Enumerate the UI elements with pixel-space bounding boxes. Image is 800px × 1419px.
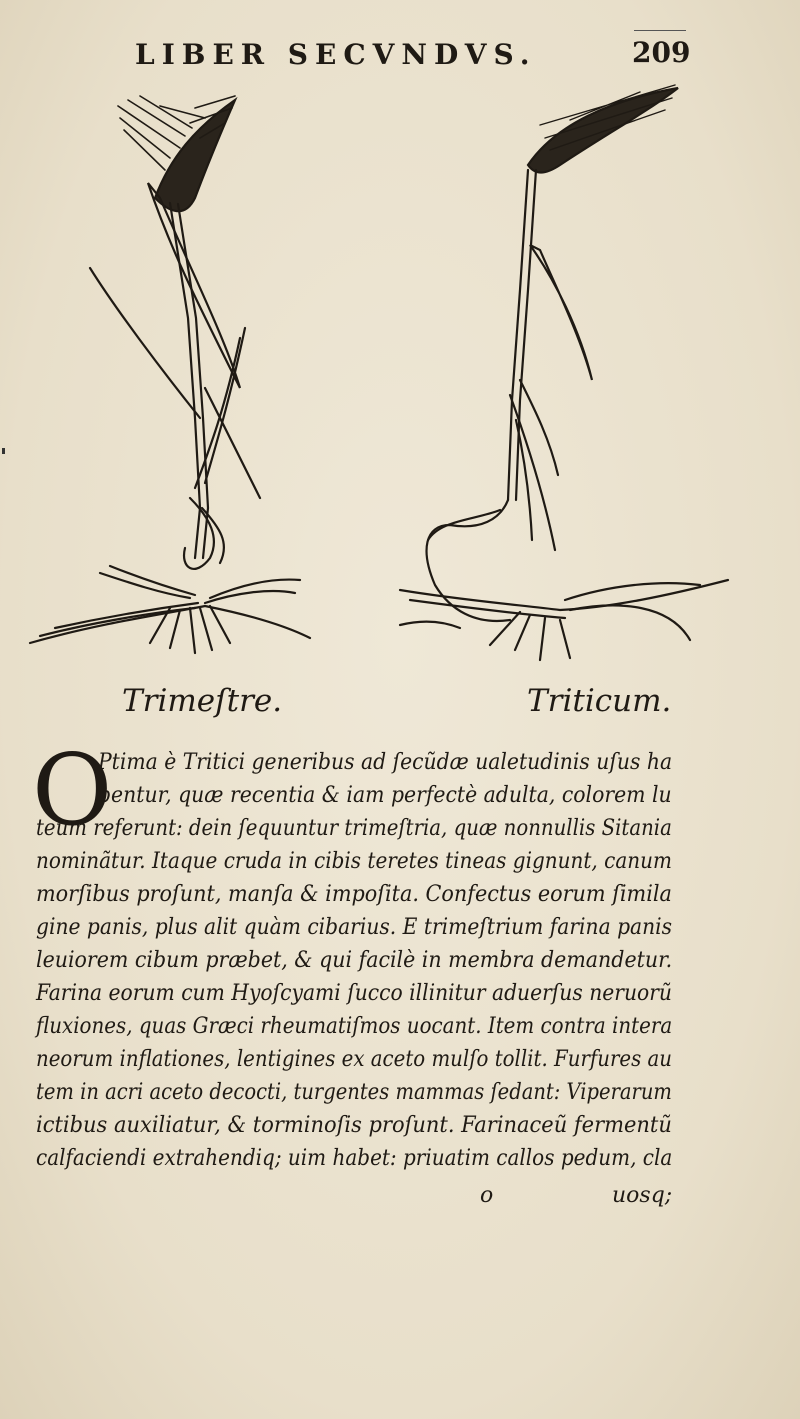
body-line: tem in acri aceto decocti, turgentes mammas ſedant: Viperarum bbox=[36, 1080, 672, 1105]
body-line: teum referunt: dein ſequuntur trimeſtria, quæ nonnullis Sitania bbox=[36, 816, 672, 841]
page-number: 209 bbox=[632, 36, 691, 69]
body-line: morſibus proſunt, manſa & impoſita. Confectus eorum ſimila bbox=[36, 882, 672, 907]
body-line: bentur, quæ recentia & iam perfectè adulta, colorem lu bbox=[98, 783, 672, 808]
body-line: nominãtur. Itaque cruda in cibis teretes tineas gignunt, canum bbox=[36, 849, 672, 874]
signature-mark: o bbox=[480, 1183, 494, 1208]
trimestre-woodcut-illustration bbox=[20, 88, 320, 668]
body-line: calfaciendi extrahendiq; uim habet: priuatim callos pedum, cla bbox=[36, 1146, 673, 1171]
caption-triticum: Triticum. bbox=[527, 683, 672, 719]
catchword: uosq; bbox=[612, 1183, 673, 1208]
body-line: fluxiones, quas Græci rheumatiſmos uocant. Item contra intera bbox=[36, 1014, 673, 1039]
body-line: leuiorem cibum præbet, & qui facilè in membra demandetur. bbox=[36, 948, 673, 973]
body-line: Ptima è Tritici generibus ad ſecũdæ ualetudinis uſus ha bbox=[98, 750, 673, 775]
triticum-woodcut-illustration bbox=[380, 80, 730, 670]
body-line: gine panis, plus alit quàm cibarius. E trimeſtrium farina panis bbox=[36, 915, 673, 940]
body-line: Farina eorum cum Hyoſcyami ſucco illinitur aduerſus neruorũ bbox=[36, 981, 672, 1006]
body-line: ictibus auxiliatur, & torminoſis proſunt. Farinaceũ fermentũ bbox=[36, 1113, 672, 1138]
drop-cap-initial: O bbox=[32, 734, 113, 848]
margin-mark bbox=[2, 448, 5, 454]
body-line: neorum inflationes, lentigines ex aceto mulſo tollit. Furfures au bbox=[36, 1047, 673, 1072]
running-title: LIBER SECVNDVS. bbox=[135, 38, 537, 71]
caption-trimestre: Trimeſtre. bbox=[122, 683, 283, 719]
header-ornament bbox=[634, 30, 686, 33]
